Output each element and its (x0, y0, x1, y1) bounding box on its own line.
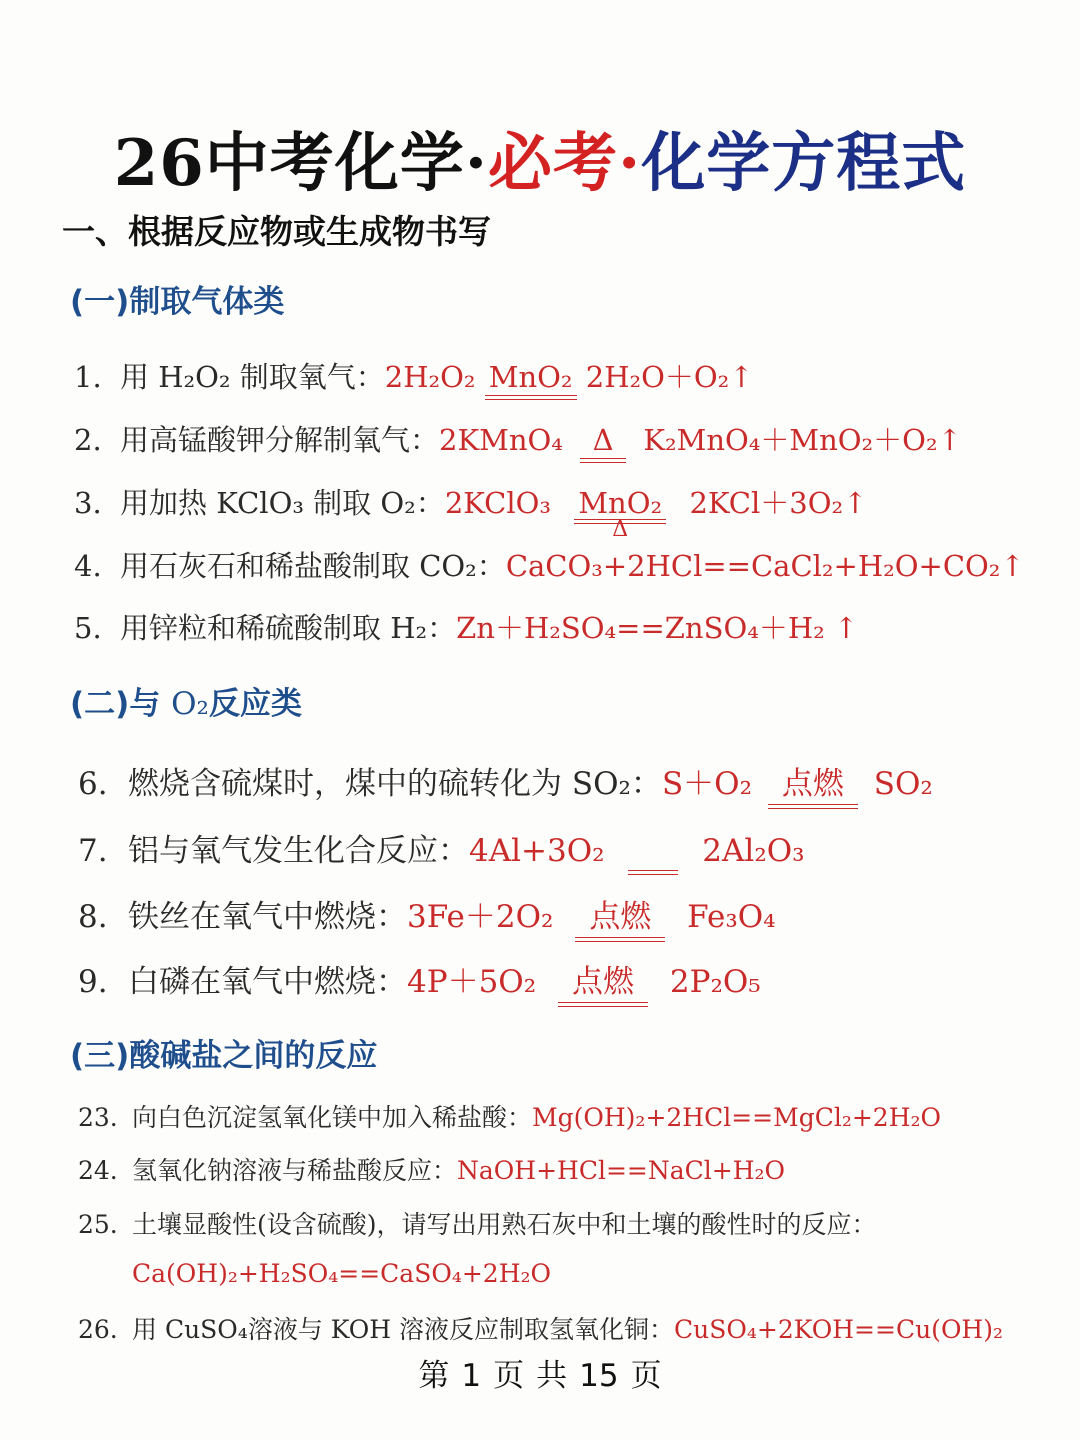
item-description: 向白色沉淀氢氧化镁中加入稀盐酸： (132, 1103, 533, 1132)
reaction-condition: MnO₂ (485, 360, 577, 394)
item-description: 用石灰石和稀盐酸制取 CO₂： (120, 549, 506, 583)
item-description: 用加热 KClO₃ 制取 O₂： (120, 486, 445, 520)
item-description: 白磷在氧气中燃烧： (128, 964, 407, 1000)
item-number: 3. (74, 486, 102, 520)
equation-item-24 (78, 1151, 785, 1187)
reaction-condition: Δ (580, 423, 626, 457)
subheading-oxygen-reactions: (二)与 O₂反应类 (70, 686, 302, 722)
item-number: 9. (78, 964, 108, 1000)
item-number: 26. (78, 1315, 118, 1344)
equation: NaOH+HCl==NaCl+H₂O (457, 1156, 786, 1185)
item-description: 用锌粒和稀硫酸制取 H₂： (120, 611, 457, 645)
equation-rhs: 2Al₂O₃ (702, 833, 805, 869)
item-number: 7. (78, 833, 108, 869)
reaction-condition: 点燃 (558, 956, 648, 1001)
item-number: 2. (74, 423, 102, 457)
page-title (0, 112, 1080, 204)
item-number: 6. (78, 766, 108, 802)
equation-item-6 (78, 758, 933, 803)
total-pages: 15 (579, 1358, 619, 1394)
equation-item-3 (74, 481, 868, 542)
equation-lhs: S＋O₂ (661, 766, 753, 802)
equation: Zn＋H₂SO₄==ZnSO₄＋H₂ ↑ (456, 611, 859, 645)
equation-item-23 (78, 1098, 941, 1134)
title-part-1: 26中考化学· (113, 126, 489, 201)
equation: CuSO₄+2KOH==Cu(OH)₂ (674, 1315, 1004, 1344)
equation-rhs: 2KCl＋3O₂↑ (689, 486, 868, 520)
equation-item-9 (78, 956, 761, 1001)
item-description: 用 H₂O₂ 制取氧气： (120, 360, 385, 394)
item-number: 4. (74, 549, 102, 583)
item-description: 用 CuSO₄溶液与 KOH 溶液反应制取氢氧化铜： (132, 1315, 675, 1344)
equation-rhs: SO₂ (873, 766, 933, 802)
equation-lhs: 2KClO₃ (444, 486, 552, 520)
equation-item-4 (74, 544, 1025, 585)
reaction-condition: MnO₂ Δ (574, 489, 666, 525)
item-description: 用高锰酸钾分解制氧气： (120, 423, 440, 457)
item-description: 氢氧化钠溶液与稀盐酸反应： (132, 1156, 458, 1185)
equation-rhs: Fe₃O₄ (687, 899, 776, 935)
equation-rhs: 2P₂O₅ (669, 964, 761, 1000)
reaction-condition: 点燃 (768, 758, 858, 803)
page-footer: 第 1 页 共 15 页 (418, 1358, 662, 1394)
item-number: 1. (74, 360, 102, 394)
item-number: 24. (78, 1156, 118, 1185)
section-heading: 一、根据反应物或生成物书写 (62, 212, 491, 251)
equation-item-26 (78, 1310, 1003, 1346)
item-description: 铝与氧气发生化合反应： (128, 833, 469, 869)
equation-lhs: 3Fe＋2O₂ (407, 899, 554, 935)
equation-item-5 (74, 606, 858, 647)
equation: Ca(OH)₂+H₂SO₄==CaSO₄+2H₂O (132, 1259, 552, 1288)
subheading-acid-base-salt: (三)酸碱盐之间的反应 (70, 1038, 378, 1074)
equation-item-7 (78, 825, 805, 870)
equation-lhs: 2H₂O₂ (384, 360, 476, 394)
equation-item-25-answer (132, 1259, 551, 1288)
equation-lhs: 4P＋5O₂ (407, 964, 537, 1000)
item-description: 土壤显酸性(设含硫酸)，请写出用熟石灰中和土壤的酸性时的反应： (132, 1210, 877, 1239)
item-number: 5. (74, 611, 102, 645)
equation-lhs: 2KMnO₄ (439, 423, 563, 457)
equation-rhs: 2H₂O＋O₂↑ (585, 360, 754, 394)
equation-item-2 (74, 418, 962, 459)
title-part-2: 必考· (488, 126, 642, 201)
item-number: 8. (78, 899, 108, 935)
item-number: 23. (78, 1103, 118, 1132)
equation-item-8 (78, 891, 776, 936)
current-page: 1 (461, 1358, 482, 1394)
item-description: 燃烧含硫煤时，煤中的硫转化为 SO₂： (128, 766, 662, 802)
equation: CaCO₃+2HCl==CaCl₂+H₂O+CO₂↑ (505, 549, 1025, 583)
equation-item-1 (74, 355, 754, 396)
equation: Mg(OH)₂+2HCl==MgCl₂+2H₂O (532, 1103, 942, 1132)
reaction-condition (628, 833, 678, 869)
item-description: 铁丝在氧气中燃烧： (128, 899, 407, 935)
equation-rhs: K₂MnO₄＋MnO₂＋O₂↑ (643, 423, 962, 457)
reaction-condition: 点燃 (575, 891, 665, 936)
title-part-3: 化学方程式 (641, 126, 967, 201)
equation-item-25 (78, 1205, 877, 1241)
equation-lhs: 4Al+3O₂ (469, 833, 605, 869)
item-number: 25. (78, 1210, 118, 1239)
subheading-gas-preparation: (一)制取气体类 (70, 284, 285, 320)
